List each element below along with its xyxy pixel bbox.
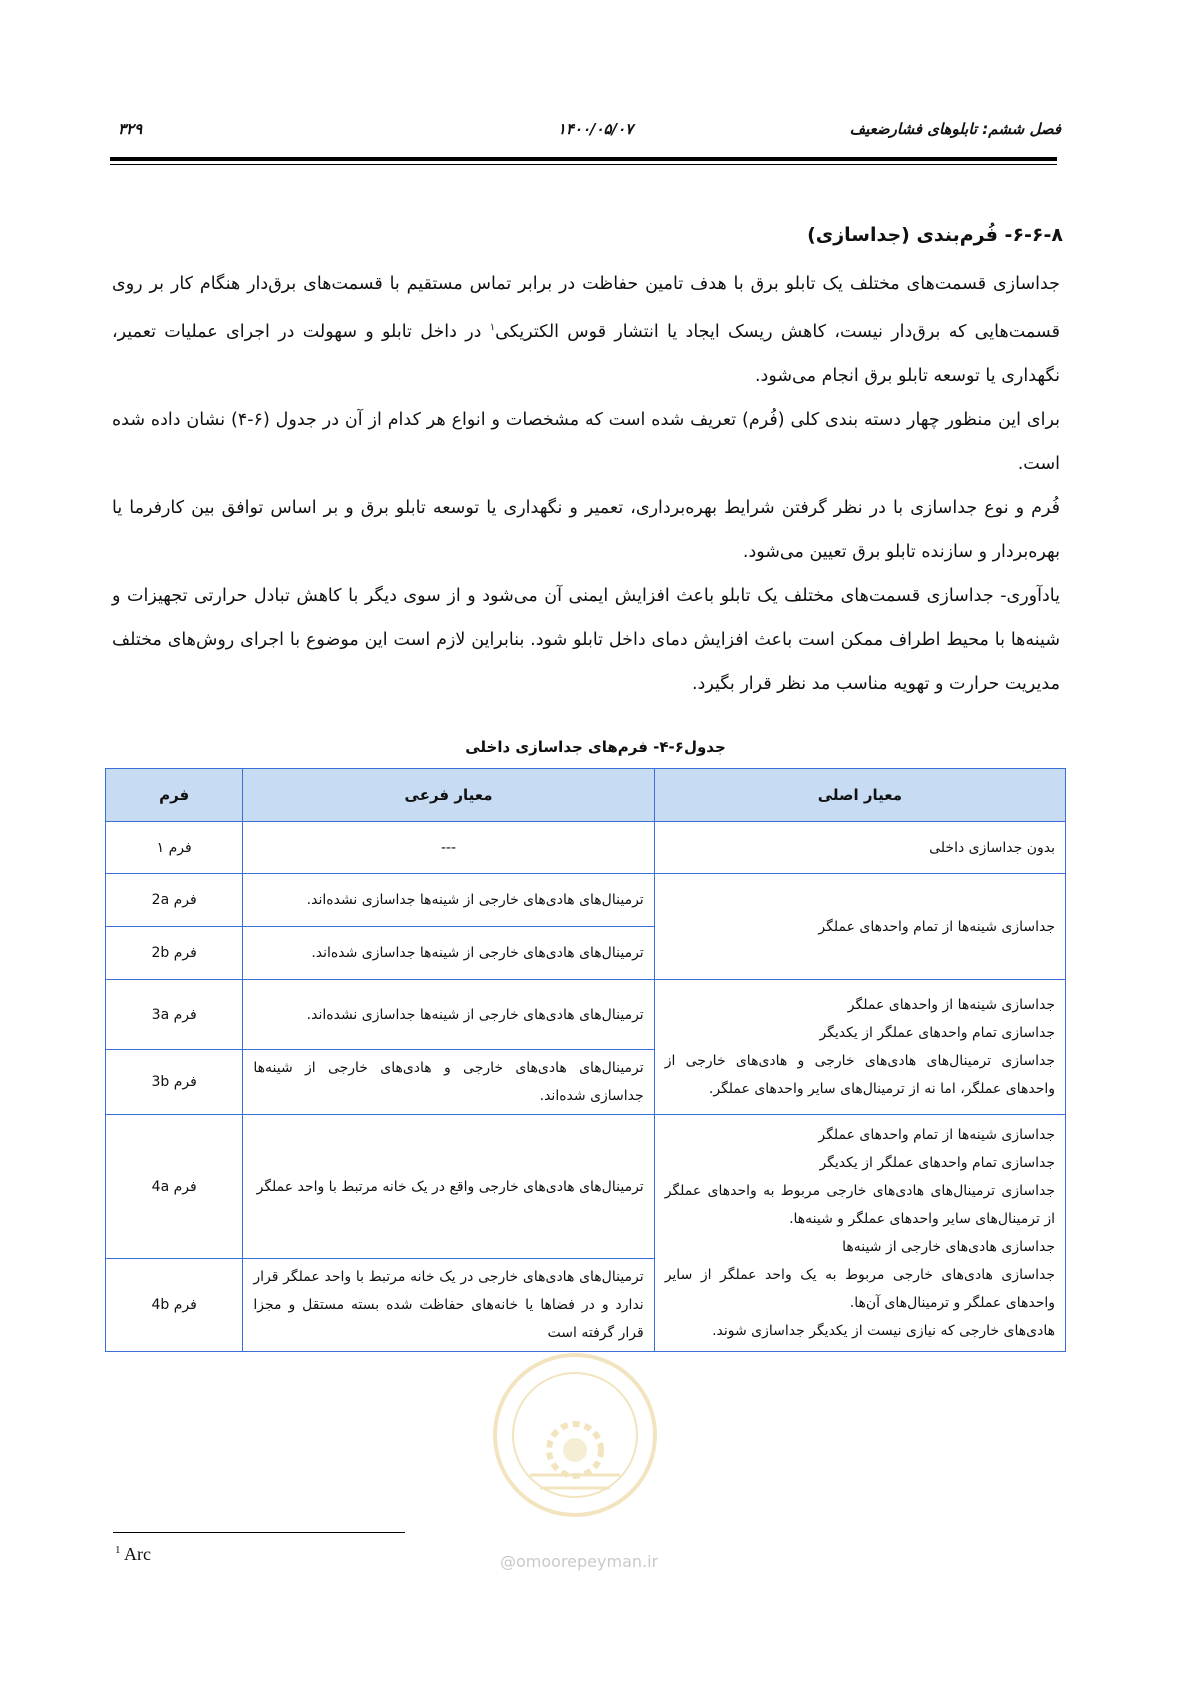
form2b-sub: ترمینال‌های هادی‌های خارجی از شینه‌ها جداسازی شده‌اند.	[243, 927, 654, 980]
footnote	[115, 1544, 151, 1565]
form4b-label: فرم 4b	[106, 1259, 243, 1352]
form4-main-line: جداسازی تمام واحدهای عملگر از یکدیگر	[819, 1155, 1055, 1171]
table-row	[106, 874, 1066, 927]
table-header-row	[106, 769, 1066, 822]
table-row	[106, 980, 1066, 1050]
form3b-label: فرم 3b	[106, 1050, 243, 1115]
form2a-label: فرم 2a	[106, 874, 243, 927]
table-caption: جدول۶-۴- فرم‌های جداسازی داخلی	[465, 738, 726, 756]
chapter-title: فصل ششم: تابلوهای فشارضعیف	[849, 120, 1061, 138]
form1-sub: ---	[243, 822, 654, 874]
footnote-rule	[113, 1532, 405, 1533]
watermark-seal-icon	[490, 1350, 660, 1520]
form3a-label: فرم 3a	[106, 980, 243, 1050]
header-rule-thin	[110, 164, 1057, 165]
form3b-sub: ترمینال‌های هادی‌های خارجی و هادی‌های خارجی از شینه‌ها جداسازی شده‌اند.	[243, 1050, 654, 1115]
separation-forms-table	[105, 768, 1066, 1352]
header-main-criterion: معیار اصلی	[654, 769, 1065, 822]
form4-main-line: هادی‌های خارجی که نیازی نیست از یکدیگر جداسازی شوند.	[712, 1323, 1055, 1339]
page-number: ۳۲۹	[118, 120, 143, 138]
header-date: ۱۴۰۰/۰۵/۰۷	[557, 120, 634, 138]
form3-main-line: جداسازی تمام واحدهای عملگر از یکدیگر	[819, 1025, 1055, 1041]
form2-main: جداسازی شینه‌ها از تمام واحدهای عملگر	[654, 874, 1065, 980]
table-row	[106, 1115, 1066, 1259]
form3-main-line: جداسازی ترمینال‌های هادی‌های خارجی و هادی‌های خارجی از واحدهای عملگر، اما نه از ترمینال‌های سایر واحدهای عملگر.	[664, 1053, 1055, 1097]
paragraph-2: برای این منظور چهار دسته بندی کلی (فُرم) تعریف شده است که مشخصات و انواع هر کدام از آن در جدول (۶-۴) نشان داده شده است.	[112, 409, 1060, 474]
form4b-sub: ترمینال‌های هادی‌های خارجی در یک خانه مرتبط با واحد عملگر قرار ندارد و در فضاها یا خانه‌های حفاظت شده بسته مستقل و مجزا قرار گرفته است	[243, 1259, 654, 1352]
form4a-label: فرم 4a	[106, 1115, 243, 1259]
section-body	[112, 262, 1060, 706]
paragraph-1-start: جداسازی قسمت‌های مختلف یک تابلو برق با هدف تامین حفاظت در برابر تماس مستقیم با قسمت‌های برق‌دار هنگام کار بر روی قسمت‌هایی که برق‌دار نیست، کاهش ریسک ایجاد یا انتشار قوس الکتریکی	[112, 274, 1060, 342]
paragraph-note: یادآوری- جداسازی قسمت‌های مختلف یک تابلو باعث افزایش ایمنی آن می‌شود و از سوی دیگر با کاهش تبادل حرارتی تجهیزات و شینه‌ها با محیط اطراف ممکن است باعث افزایش دمای داخل تابلو شود. بنابراین لازم است این موضوع با اجرای روش‌های مختلف مدیریت حرارت و تهویه مناسب مد نظر قرار بگیرد.	[112, 585, 1060, 694]
header-form: فرم	[106, 769, 243, 822]
form3-main-line: جداسازی شینه‌ها از واحدهای عملگر	[847, 997, 1055, 1013]
form3-main	[654, 980, 1065, 1115]
form2a-sub: ترمینال‌های هادی‌های خارجی از شینه‌ها جداسازی نشده‌اند.	[243, 874, 654, 927]
form4-main-line: جداسازی شینه‌ها از تمام واحدهای عملگر	[818, 1127, 1055, 1143]
watermark-site: @omoorepeyman.ir	[500, 1552, 659, 1571]
form2b-label: فرم 2b	[106, 927, 243, 980]
header-sub-criterion: معیار فرعی	[243, 769, 654, 822]
form4-main-line: جداسازی ترمینال‌های هادی‌های خارجی مربوط به واحدهای عملگر از ترمینال‌های سایر واحدهای عملگر و شینه‌ها.	[664, 1183, 1055, 1227]
header-rule-thick	[110, 157, 1057, 161]
section-heading: ۶-۶-۸- فُرم‌بندی (جداسازی)	[807, 224, 1063, 246]
footnote-text: Arc	[124, 1544, 151, 1564]
paragraph-1-end: در داخل تابلو و سهولت در اجرای عملیات تعمیر، نگهداری یا توسعه تابلو برق انجام می‌شود.	[112, 321, 1060, 386]
footnote-number: 1	[115, 1544, 121, 1556]
paragraph-3: فُرم و نوع جداسازی با در نظر گرفتن شرایط بهره‌برداری، تعمیر و نگهداری یا توسعه تابلو برق و بر اساس توافق بین کارفرما یا بهره‌بردار و سازنده تابلو برق تعیین می‌شود.	[112, 497, 1060, 562]
paragraph-1	[112, 262, 1060, 398]
form1-main: بدون جداسازی داخلی	[654, 822, 1065, 874]
form1-label: فرم ۱	[106, 822, 243, 874]
footnote-ref: ۱	[489, 322, 496, 333]
table-row	[106, 822, 1066, 874]
form4-main	[654, 1115, 1065, 1352]
form4-main-line: جداسازی هادی‌های خارجی از شینه‌ها	[842, 1239, 1055, 1255]
form4a-sub: ترمینال‌های هادی‌های خارجی واقع در یک خانه مرتبط با واحد عملگر	[243, 1115, 654, 1259]
form3a-sub: ترمینال‌های هادی‌های خارجی از شینه‌ها جداسازی نشده‌اند.	[243, 980, 654, 1050]
form4-main-line: جداسازی هادی‌های خارجی مربوط به یک واحد عملگر از سایر واحدهای عملگر و ترمینال‌های آن‌ها.	[664, 1267, 1055, 1311]
